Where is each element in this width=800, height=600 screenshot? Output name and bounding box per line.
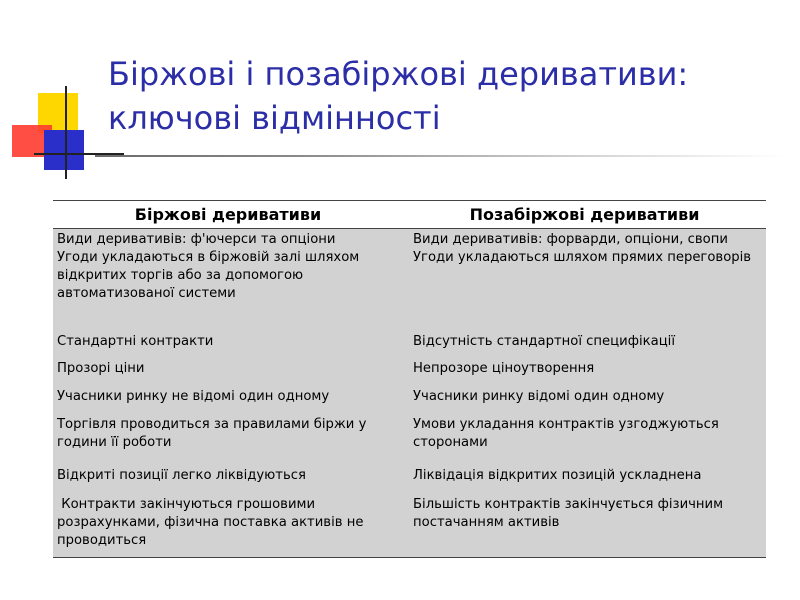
table-cell-otc: Відсутність стандартної специфікації	[413, 333, 676, 349]
decor-vertical-line	[65, 86, 67, 179]
table-cell-otc: Види деривативів: форварди, опціони, свопи Угоди укладаються шляхом прямих переговорів	[413, 232, 752, 265]
table-cell-exchange: Торгівля проводиться за правилами біржи у години її роботи	[57, 416, 371, 450]
table-cell-exchange: Стандартні контракти	[57, 333, 214, 349]
table-cell-otc: Непрозоре ціноутворення	[413, 361, 595, 377]
title-underline	[95, 155, 785, 157]
table-cell-exchange: Відкриті позиції легко ліквідуються	[57, 467, 306, 483]
slide-title-line-2: ключові відмінності	[108, 99, 441, 137]
table-row	[53, 465, 766, 494]
table-row	[53, 494, 766, 558]
table-row	[53, 414, 766, 465]
header-otc-derivatives: Позабіржові деривативи	[403, 201, 766, 229]
comparison-table	[53, 200, 766, 558]
table-cell-exchange: Види деривативів: ф'ючерси та опціони Угоди укладаються в біржовій залі шляхом відкритих торгів або за допомогою автоматизованої системи	[57, 232, 360, 301]
table-cell-otc: Більшість контрактів закінчується фізичним постачанням активів	[403, 494, 766, 558]
table-cell-otc: Учасники ринку відомі один одному	[413, 389, 665, 405]
slide-title-line-1: Біржові і позабіржові деривативи:	[108, 55, 689, 93]
table-cell-exchange: Контракти закінчуються грошовими розрахунками, фізична поставка активів не проводиться	[53, 494, 403, 558]
table-row	[53, 229, 766, 331]
table-row	[53, 358, 766, 386]
table-cell-exchange: Учасники ринку не відомі один одному	[57, 389, 330, 405]
table-cell-otc: Ліквідація відкритих позицій ускладнена	[413, 467, 702, 483]
table-cell-exchange: Прозорі ціни	[57, 361, 145, 377]
header-exchange-derivatives: Біржові деривативи	[53, 201, 403, 229]
table-header-row	[53, 201, 766, 229]
table-row	[53, 386, 766, 414]
decor-blue-square	[44, 130, 84, 170]
table-cell-otc: Умови укладання контрактів узгоджуються сторонами	[413, 416, 724, 450]
slide-title	[108, 52, 778, 140]
table-row	[53, 331, 766, 359]
